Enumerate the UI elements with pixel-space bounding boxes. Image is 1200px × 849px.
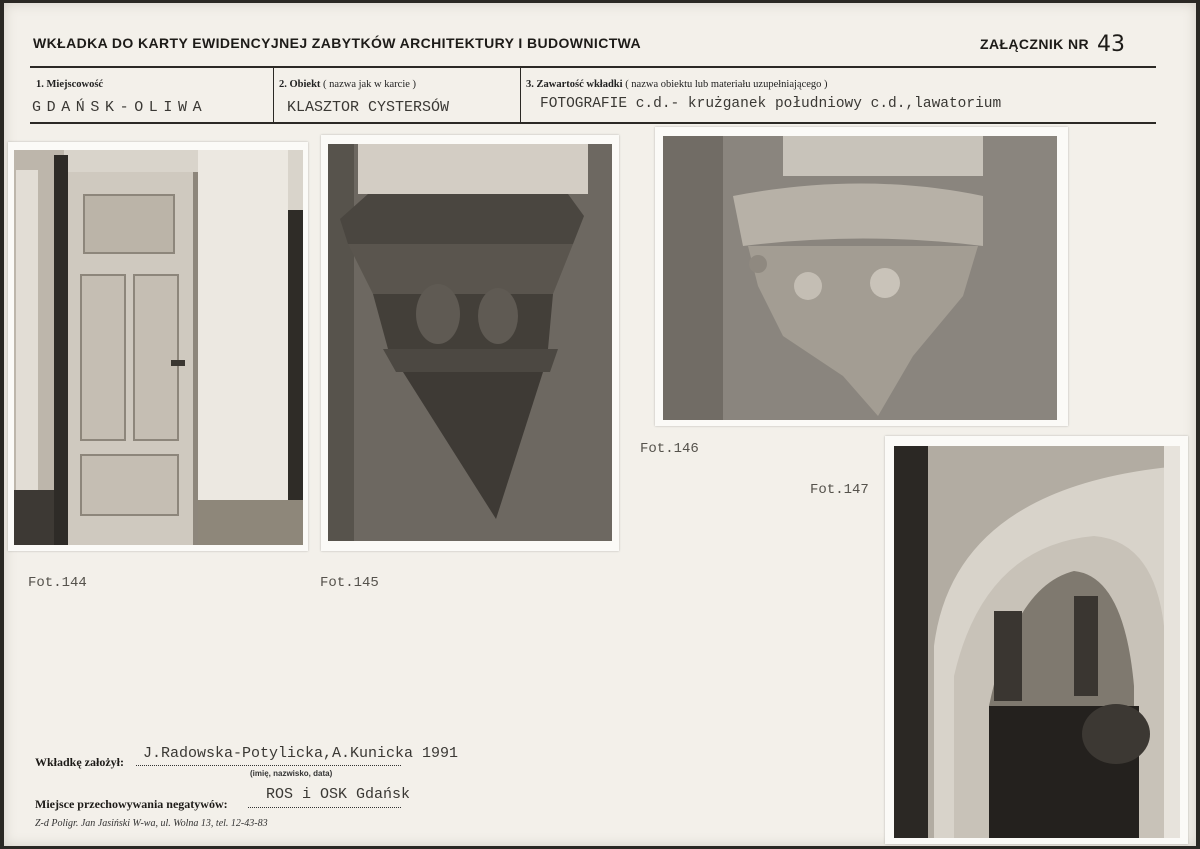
- locality-label: 1. Miejscowość: [36, 79, 104, 90]
- contents-label: 3. Zawartość wkładki ( nazwa obiektu lub materiału uzupełniającego ): [526, 79, 828, 90]
- photo-145-caption: Fot.145: [320, 575, 379, 591]
- corbel-photo-image: [328, 144, 612, 541]
- object-value: KLASZTOR CYSTERSÓW: [287, 99, 450, 116]
- photo-145: [321, 135, 619, 551]
- storage-dotted-line: [248, 807, 401, 808]
- form-title: WKŁADKA DO KARTY EWIDENCYJNEJ ZABYTKÓW ARCHITEKTURY I BUDOWNICTWA: [33, 35, 642, 51]
- annex-label: ZAŁĄCZNIK NR: [980, 36, 1090, 52]
- photo-146-caption: Fot.146: [640, 441, 699, 457]
- door-photo-image: [14, 150, 303, 545]
- founder-label: Wkładkę założył:: [35, 755, 124, 769]
- founder-value: J.Radowska-Potylicka,A.Kunicka 1991: [143, 745, 459, 762]
- printer-imprint: Z-d Poligr. Jan Jasiński W-wa, ul. Wolna 13, tel. 12-43-83: [35, 818, 268, 829]
- capital-photo-image: [663, 136, 1057, 420]
- contents-value: FOTOGRAFIE c.d.- krużganek południowy c.d.,lawatorium: [540, 96, 1002, 112]
- field-divider-2: [520, 66, 521, 124]
- object-label: 2. Obiekt ( nazwa jak w karcie ): [279, 79, 417, 90]
- photo-144: [8, 142, 308, 551]
- founder-dotted-line: [136, 765, 401, 766]
- photo-144-caption: Fot.144: [28, 575, 87, 591]
- header-rule-top: [30, 66, 1156, 68]
- storage-value: ROS i OSK Gdańsk: [266, 786, 411, 803]
- cloister-photo-image: [894, 446, 1180, 838]
- founder-hint: (imię, nazwisko, data): [250, 769, 333, 778]
- photo-147: [885, 436, 1188, 844]
- header-rule-bottom: [30, 122, 1156, 124]
- photo-146: [655, 127, 1068, 426]
- photo-147-caption: Fot.147: [810, 482, 869, 498]
- field-divider-1: [273, 66, 274, 124]
- storage-label: Miejsce przechowywania negatywów:: [35, 797, 228, 811]
- annex-number-block: [980, 30, 1125, 55]
- locality-value: GDAŃSK-OLIWA: [32, 99, 208, 116]
- annex-number: 43: [1097, 32, 1126, 57]
